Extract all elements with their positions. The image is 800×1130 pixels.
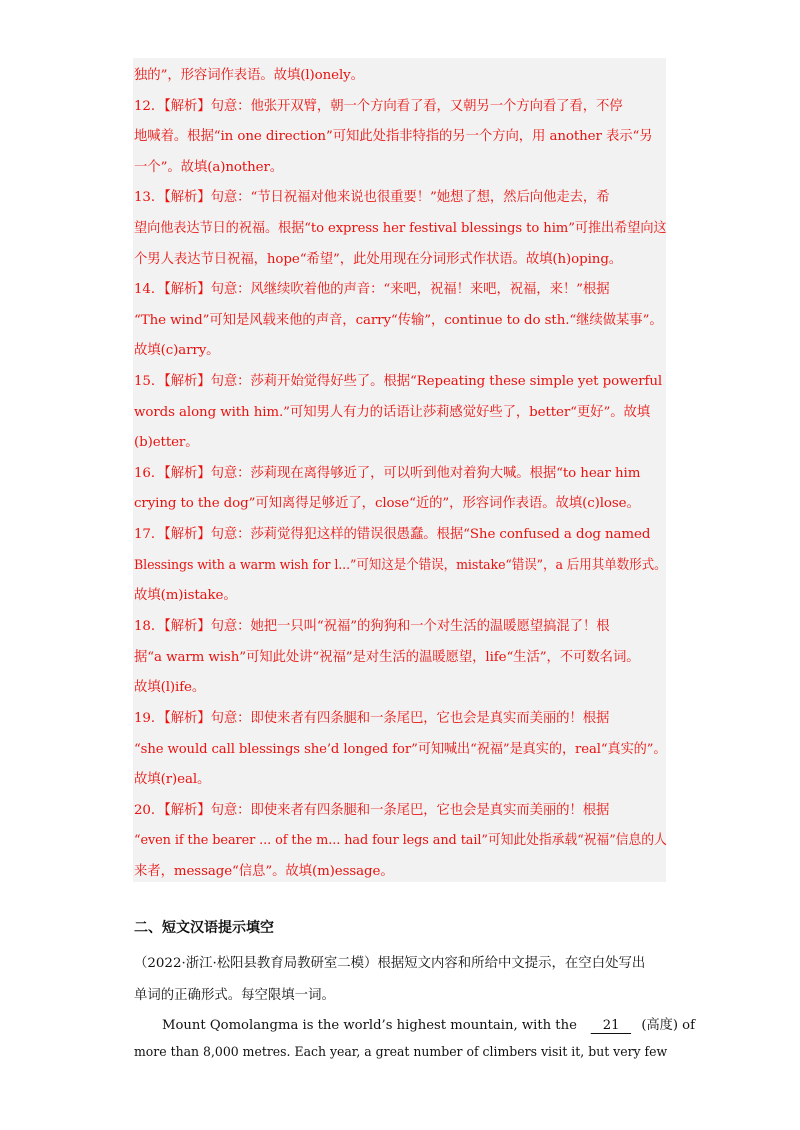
answer-line: 13．【解析】句意：“节日祝福对他来说也很重要！”她想了想，然后向他走去，希	[134, 190, 610, 205]
answer-line: 15．【解析】句意：莎莉开始觉得好些了。根据“Repeating these simple yet powerful	[134, 374, 663, 389]
instruction-line: 单词的正确形式。每空限填一词。	[134, 988, 335, 1003]
answer-line: 据“a warm wish”可知此处讲“祝福”是对生活的温暖愿望，life“生活”，不可数名词。	[134, 650, 640, 665]
answer-line: 故填(r)eal。	[134, 772, 211, 787]
answer-line: 独的”，形容词作表语。故填(l)onely。	[134, 68, 364, 83]
blank-21[interactable]: 21	[591, 1018, 631, 1034]
section-heading: 二、短文汉语提示填空	[134, 920, 274, 936]
answer-line: “even if the bearer ... of the m... had four legs and tail”可知此处指承载“祝福”信息的人	[134, 833, 667, 848]
answer-line: “The wind”可知是风载来他的声音，carry“传输”，continue to do sth.“继续做某事”。	[134, 313, 663, 328]
answer-line: “she would call blessings she’d longed for”可知喊出“祝福”是真实的，real“真实的”。	[134, 742, 667, 757]
passage-text: Mount Qomolangma is the world’s highest mountain, with the	[162, 1018, 577, 1033]
answer-line: words along with him.”可知男人有力的话语让莎莉感觉好些了，better“更好”。故填	[134, 405, 651, 420]
answer-line: 20．【解析】句意：即使来者有四条腿和一条尾巴，它也会是真实而美丽的！根据	[134, 803, 610, 818]
answer-line: 一个”。故填(a)nother。	[134, 160, 284, 175]
passage-line	[162, 1014, 695, 1034]
instruction-line: （2022·浙江·松阳县教育局教研室二模）根据短文内容和所给中文提示，在空白处写出	[134, 956, 646, 971]
answer-line: 17．【解析】句意：莎莉觉得犯这样的错误很愚蠢。根据“She confused a dog named	[134, 527, 651, 542]
answer-line: crying to the dog”可知离得足够近了，close“近的”，形容词作表语。故填(c)lose。	[134, 496, 640, 511]
answer-line: 个男人表达节日祝福，hope“希望”，此处用现在分词形式作状语。故填(h)oping。	[134, 252, 623, 267]
answer-line: 16．【解析】句意：莎莉现在离得够近了，可以听到他对着狗大喊。根据“to hear him	[134, 466, 641, 481]
answer-line: 故填(l)ife。	[134, 680, 206, 695]
answer-line: 18．【解析】句意：她把一只叫“祝福”的狗狗和一个对生活的温暖愿望搞混了！根	[134, 619, 610, 634]
answer-line: 故填(c)arry。	[134, 343, 220, 358]
answer-line: (b)etter。	[134, 435, 199, 450]
answer-line: 故填(m)istake。	[134, 588, 237, 603]
answer-line: 19．【解析】句意：即使来者有四条腿和一条尾巴，它也会是真实而美丽的！根据	[134, 711, 610, 726]
answer-line: 12．【解析】句意：他张开双臂，朝一个方向看了看，又朝另一个方向看了看，不停	[134, 99, 623, 114]
answer-line: 来者，message“信息”。故填(m)essage。	[134, 864, 394, 879]
passage-line: more than 8,000 metres. Each year, a great number of climbers visit it, but very few	[134, 1045, 668, 1060]
answer-line: 望向他表达节日的祝福。根据“to express her festival blessings to him”可推出希望向这	[134, 221, 667, 236]
answer-line: Blessings with a warm wish for l...”可知这是个错误，mistake“错误”，a 后用其单数形式。	[134, 558, 667, 573]
passage-hint: (高度) of	[641, 1018, 695, 1033]
answer-line: 地喊着。根据“in one direction”可知此处指非特指的另一个方向，用 another 表示“另	[134, 129, 653, 144]
answer-line: 14．【解析】句意：风继续吹着他的声音：“来吧，祝福！来吧，祝福，来！”根据	[134, 282, 610, 297]
